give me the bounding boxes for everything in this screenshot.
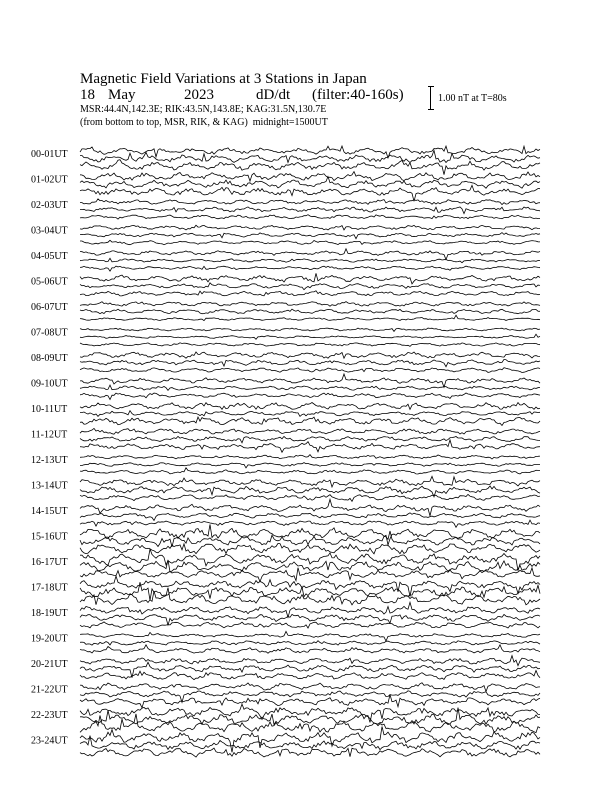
filter-label: (filter:40-160s) [312,87,404,103]
hour-label: 18-19UT [31,608,68,619]
trace-kag [80,328,540,331]
year-label: 2023 [184,87,214,103]
scale-label: 1.00 nT at T=80s [438,93,507,104]
trace-kag [80,602,540,617]
trace-rik [80,641,540,645]
trace-kag [80,631,540,641]
trace-msr [80,494,540,501]
hour-label: 05-06UT [31,276,68,288]
trace-rik [80,258,540,262]
hour-label: 14-15UT [31,506,68,517]
trace-msr [80,671,540,680]
hour-label: 02-03UT [31,200,68,211]
trace-kag [80,476,540,487]
trace-kag [80,374,540,387]
hour-label: 08-09UT [31,353,68,364]
hour-label: 13-14UT [31,480,68,492]
hour-label: 10-11UT [31,404,68,415]
trace-msr [80,645,540,653]
hour-label: 17-18UT [31,582,68,594]
month-label: May [108,87,136,103]
trace-msr [80,417,540,426]
hour-label: 09-10UT [31,378,68,390]
trace-rik [80,334,540,339]
hour-label: 19-20UT [31,633,68,645]
trace-rik [80,283,540,290]
trace-rik [80,233,540,239]
trace-kag [80,352,540,358]
hour-label: 12-13UT [31,455,68,466]
trace-rik [80,207,540,214]
trace-rik [80,309,540,314]
trace-rik [80,486,540,497]
hour-label: 16-17UT [31,557,68,568]
trace-kag [80,302,540,307]
trace-msr [80,520,540,527]
hour-label: 06-07UT [31,302,68,313]
trace-msr [80,543,540,553]
trace-kag [80,455,540,459]
trace-kag [80,683,540,692]
quantity-label: dD/dt [256,87,291,103]
trace-kag [80,172,540,182]
trace-rik [80,150,540,162]
order-note: (from bottom to top, MSR, RIK, & KAG) [80,117,248,128]
trace-msr [80,240,540,244]
hour-label: 21-22UT [31,684,68,696]
trace-msr [80,695,540,708]
trace-msr [80,368,540,373]
hour-label: 20-21UT [31,659,68,670]
hour-label: 15-16UT [31,531,68,543]
trace-kag [80,199,540,205]
trace-msr [80,468,540,474]
trace-kag [80,403,540,410]
hour-label: 00-01UT [31,149,68,160]
trace-kag [80,273,540,284]
hour-label: 01-02UT [31,174,68,186]
trace-kag [80,249,540,260]
trace-kag [80,428,540,434]
trace-msr [80,160,540,175]
trace-msr [80,748,540,757]
hour-label: 22-23UT [31,710,68,721]
stations-label: MSR:44.4N,142.3E; RIK:43.5N,143.8E; KAG:31.5N,130.7E [80,104,327,115]
trace-rik [80,385,540,390]
trace-rik [80,463,540,468]
trace-msr [80,291,540,296]
trace-msr [80,266,540,271]
trace-kag [80,225,540,230]
trace-rik [80,560,540,572]
trace-msr [80,315,540,320]
hour-label: 11-12UT [31,429,68,441]
trace-kag [80,549,540,571]
trace-rik [80,436,540,442]
trace-msr [80,440,540,452]
chart-title: Magnetic Field Variations at 3 Stations in Japan [80,71,367,87]
hour-label: 03-04UT [31,225,68,237]
trace-msr [80,343,540,347]
trace-msr [80,215,540,219]
trace-msr [80,622,540,628]
hour-label: 04-05UT [31,251,68,262]
midnight-note: midnight=1500UT [252,117,328,128]
trace-msr [80,393,540,400]
trace-rik [80,582,540,600]
trace-rik [80,359,540,366]
trace-kag [80,146,540,158]
trace-kag [80,704,540,722]
trace-rik [80,513,540,521]
trace-msr [80,185,540,201]
hour-label: 23-24UT [31,735,68,747]
trace-rik [80,411,540,417]
hour-label: 07-08UT [31,327,68,339]
day-label: 18 [80,87,95,103]
